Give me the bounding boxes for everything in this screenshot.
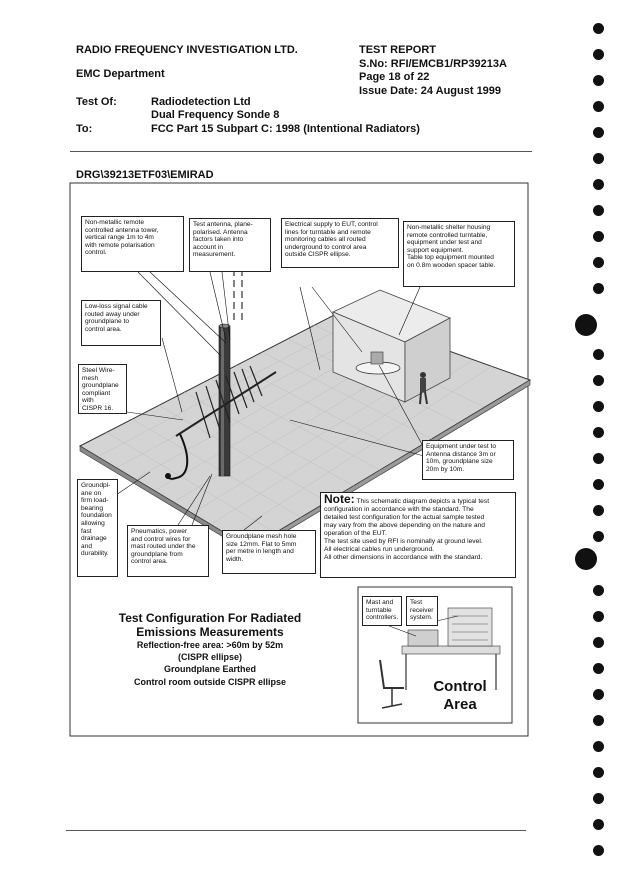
control-area-label: Control Area xyxy=(433,678,487,713)
callout-electrical-supply: Electrical supply to EUT, control lines for turntable and remote monitoring cables all routed underground to control area outside CISPR ellipse. xyxy=(281,218,399,268)
punch-hole xyxy=(593,49,604,60)
punch-hole-large xyxy=(575,548,597,570)
controller-unit xyxy=(408,630,438,646)
to-label: To: xyxy=(76,123,93,135)
title-line1: Test Configuration For Radiated xyxy=(118,611,302,625)
department: EMC Department xyxy=(76,68,165,80)
report-type: TEST REPORT xyxy=(359,44,437,56)
punch-hole xyxy=(593,741,604,752)
punch-hole xyxy=(593,479,604,490)
punch-hole xyxy=(593,793,604,804)
company-name: RADIO FREQUENCY INVESTIGATION LTD. xyxy=(76,44,298,56)
cispr-ellipse: (CISPR ellipse) xyxy=(177,652,242,662)
punch-hole xyxy=(593,375,604,386)
callout-eut-distance: Equipment under test to Antenna distance 3m or 10m, groundplane size 20m by 10m. xyxy=(422,440,514,480)
punch-hole xyxy=(593,231,604,242)
page-number: Page 18 of 22 xyxy=(359,71,430,83)
callout-pneumatics: Pneumatics, power and control wires for mast routed under the groundplane from control area. xyxy=(127,525,209,577)
control-desk xyxy=(402,646,500,654)
punch-hole-large xyxy=(575,314,597,336)
punch-hole xyxy=(593,283,604,294)
drawing-reference: DRG\39213ETF03\EMIRAD xyxy=(76,169,214,181)
note-box: Note: This schematic diagram depicts a typical test configuration in accordance with the standard. The detailed test configuration for the actual sample tested may vary from the above depending on the nature and operation of the EUT. The test site used by RFI is nominally at ground level. All electrical cables run underground. All other dimensions in accordance with the standard. xyxy=(320,492,516,578)
punch-hole xyxy=(593,75,604,86)
callout-shelter: Non-metallic shelter housing remote controlled turntable, equipment under test and support equipment. Table top equipment mounted on 0.8m wooden spacer table. xyxy=(403,221,515,287)
person-body xyxy=(420,378,426,392)
punch-hole xyxy=(593,257,604,268)
punch-hole xyxy=(593,205,604,216)
punch-hole xyxy=(593,689,604,700)
punch-hole xyxy=(593,611,604,622)
punch-hole xyxy=(593,585,604,596)
punch-hole xyxy=(593,153,604,164)
to-value: FCC Part 15 Subpart C: 1998 (Intentional Radiators) xyxy=(151,123,420,135)
eut-box xyxy=(371,352,383,364)
serial-number: S.No: RFI/EMCB1/RP39213A xyxy=(359,58,507,70)
groundplane-earthed: Groundplane Earthed xyxy=(163,664,256,674)
punch-hole xyxy=(593,845,604,856)
punch-hole xyxy=(593,767,604,778)
punch-hole xyxy=(593,101,604,112)
antenna-tower xyxy=(219,326,230,476)
punch-hole xyxy=(593,401,604,412)
punch-hole xyxy=(593,23,604,34)
callout-antenna-tower: Non-metallic remote controlled antenna tower, vertical range 1m to 4m with remote polarisation control. xyxy=(81,216,184,272)
callout-test-receiver: Test receiver system. xyxy=(406,596,438,626)
punch-hole xyxy=(593,505,604,516)
test-of-line1: Radiodetection Ltd xyxy=(151,96,251,108)
callout-mesh-hole: Groundplane mesh hole size 12mm. Flat to 5mm per metre in length and width. xyxy=(222,530,316,574)
punch-hole xyxy=(593,531,604,542)
footer-rule xyxy=(66,830,526,831)
person-head xyxy=(420,372,426,378)
callout-mast-controllers: Mast and turntable controllers. xyxy=(362,596,402,626)
callout-steel-mesh: Steel Wire- mesh groundplane compliant with CISPR 16. xyxy=(78,364,127,414)
punch-hole xyxy=(593,637,604,648)
punch-hole xyxy=(593,453,604,464)
test-of-line2: Dual Frequency Sonde 8 xyxy=(151,109,280,121)
receiver-rack xyxy=(448,608,492,646)
control-room-note: Control room outside CISPR ellipse xyxy=(133,677,286,687)
test-of-label: Test Of: xyxy=(76,96,117,108)
callout-test-antenna: Test antenna, plane- polarised. Antenna factors taken into account in measurement. xyxy=(189,218,271,272)
punch-hole xyxy=(593,663,604,674)
title-line2: Emissions Measurements xyxy=(136,625,284,639)
note-lead: This schematic diagram depicts a typical test xyxy=(354,498,490,505)
configuration-title-block xyxy=(100,611,320,689)
punch-hole xyxy=(593,179,604,190)
punch-hole xyxy=(593,349,604,360)
reflection-free-area: Reflection-free area: >60m by 52m xyxy=(136,640,284,650)
punch-hole xyxy=(593,715,604,726)
callout-signal-cable: Low-loss signal cable routed away under groundplane to control area. xyxy=(81,300,161,346)
punch-hole xyxy=(593,127,604,138)
note-heading: Note: xyxy=(324,492,355,506)
punch-hole xyxy=(593,427,604,438)
issue-date: Issue Date: 24 August 1999 xyxy=(359,85,502,97)
callout-foundation: Groundpl- ane on firm load- bearing foundation allowing fast drainage and durability. xyxy=(77,479,118,577)
punch-hole xyxy=(593,819,604,830)
